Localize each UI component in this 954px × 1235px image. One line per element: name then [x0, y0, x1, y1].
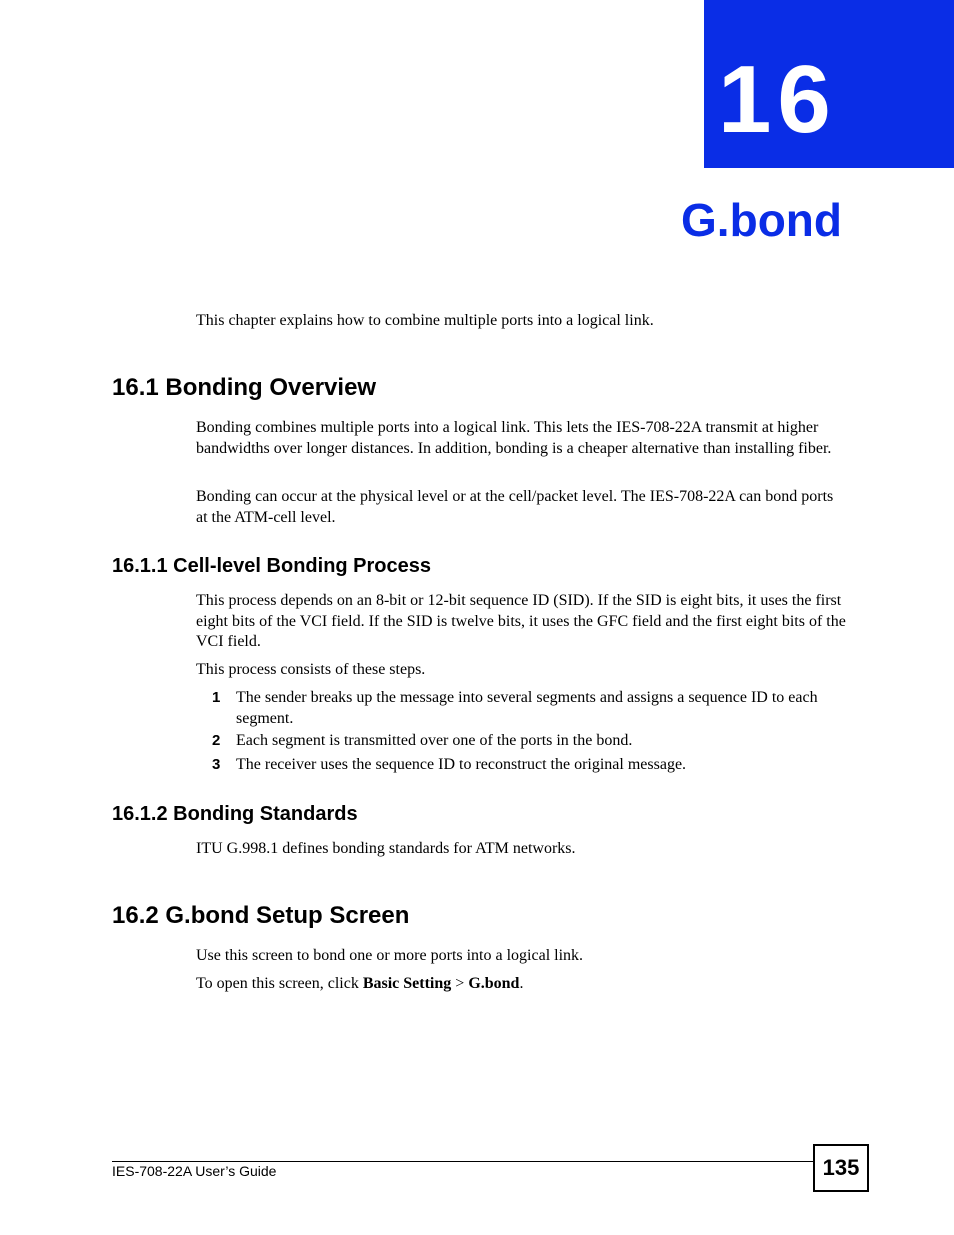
chapter-number: 16: [718, 46, 837, 153]
section-16-2-paragraph-1: Use this screen to bond one or more ports into a logical link.: [196, 947, 584, 964]
section-16-1-paragraph-1: Bonding combines multiple ports into a logical link. This lets the IES-708-22A transmit at higher bandwidths over longer distances. In addition, bonding is a cheaper alternative than installing fiber.: [196, 419, 832, 457]
step-number: 2: [212, 732, 221, 749]
menu-separator: >: [451, 975, 469, 992]
instruction-prefix: To open this screen, click: [196, 975, 363, 992]
page-number: 135: [813, 1144, 869, 1192]
chapter-title: G.bond: [681, 194, 842, 246]
step-text: The receiver uses the sequence ID to reconstruct the original message.: [236, 756, 687, 773]
section-heading-16-1-2: 16.1.2 Bonding Standards: [112, 803, 358, 825]
chapter-intro: This chapter explains how to combine multiple ports into a logical link.: [196, 312, 654, 329]
section-heading-16-1-1: 16.1.1 Cell-level Bonding Process: [112, 555, 432, 577]
step-text: Each segment is transmitted over one of the ports in the bond.: [236, 732, 633, 749]
instruction-suffix: .: [519, 975, 524, 992]
section-16-1-1-paragraph-1: This process depends on an 8-bit or 12-bit sequence ID (SID). If the SID is eight bits, it uses the first eight bits of the VCI field. If the SID is twelve bits, it uses the GFC field and the first eight bits of the VCI field.: [196, 592, 846, 650]
step-text: The sender breaks up the message into several segments and assigns a sequence ID to each segment.: [236, 689, 818, 727]
section-heading-16-1: 16.1 Bonding Overview: [112, 374, 377, 401]
section-16-2-paragraph-2: [196, 974, 846, 995]
step-number: 1: [212, 689, 221, 706]
menu-basic-setting: Basic Setting: [362, 975, 452, 992]
footer-guide-title: IES-708-22A User’s Guide: [112, 1163, 277, 1179]
section-16-1-1-paragraph-2: This process consists of these steps.: [196, 661, 426, 678]
section-16-1-2-paragraph-1: ITU G.998.1 defines bonding standards for ATM networks.: [196, 840, 576, 857]
section-16-1-paragraph-2: Bonding can occur at the physical level or at the cell/packet level. The IES-708-22A can bond ports at the ATM-cell level.: [196, 488, 834, 526]
step-number: 3: [212, 756, 221, 773]
menu-gbond: G.bond: [468, 975, 520, 992]
section-heading-16-2: 16.2 G.bond Setup Screen: [112, 902, 410, 929]
